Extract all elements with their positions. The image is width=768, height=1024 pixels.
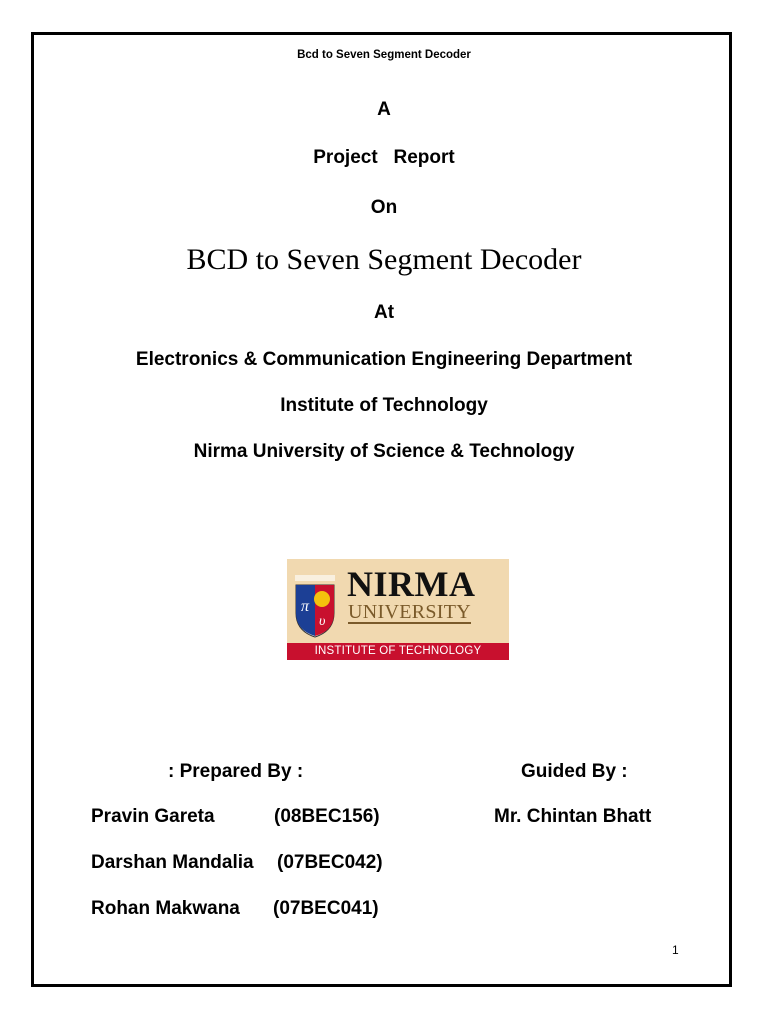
- nirma-university-logo: [287, 559, 509, 660]
- institute-name: Institute of Technology: [280, 395, 488, 416]
- student-name: Pravin Gareta: [91, 806, 215, 827]
- guided-by-heading: Guided By :: [521, 761, 628, 782]
- student-name: Rohan Makwana: [91, 898, 240, 919]
- student-id: (07BEC041): [273, 898, 379, 919]
- page-number: 1: [672, 943, 679, 957]
- title-line-project-report: Project Report: [313, 147, 455, 168]
- logo-subname: UNIVERSITY: [348, 601, 471, 623]
- logo-strip: INSTITUTE OF TECHNOLOGY: [287, 643, 509, 660]
- svg-text:π: π: [301, 598, 310, 615]
- page-border: [31, 32, 732, 987]
- prepared-by-heading: : Prepared By :: [168, 761, 304, 782]
- svg-text:υ: υ: [319, 614, 326, 629]
- title-line-a: A: [377, 99, 391, 120]
- student-id: (08BEC156): [274, 806, 380, 827]
- university-name: Nirma University of Science & Technology: [193, 441, 575, 462]
- student-name: Darshan Mandalia: [91, 852, 254, 873]
- student-id: (07BEC042): [277, 852, 383, 873]
- logo-name: NIRMA: [347, 564, 476, 604]
- title-line-on: On: [370, 197, 398, 218]
- running-header: Bcd to Seven Segment Decoder: [297, 49, 471, 61]
- main-title: BCD to Seven Segment Decoder: [186, 243, 582, 276]
- university-emblem-icon: [292, 573, 338, 641]
- department-name: Electronics & Communication Engineering Department: [135, 349, 633, 370]
- guide-name: Mr. Chintan Bhatt: [494, 806, 652, 827]
- title-line-at: At: [373, 302, 395, 323]
